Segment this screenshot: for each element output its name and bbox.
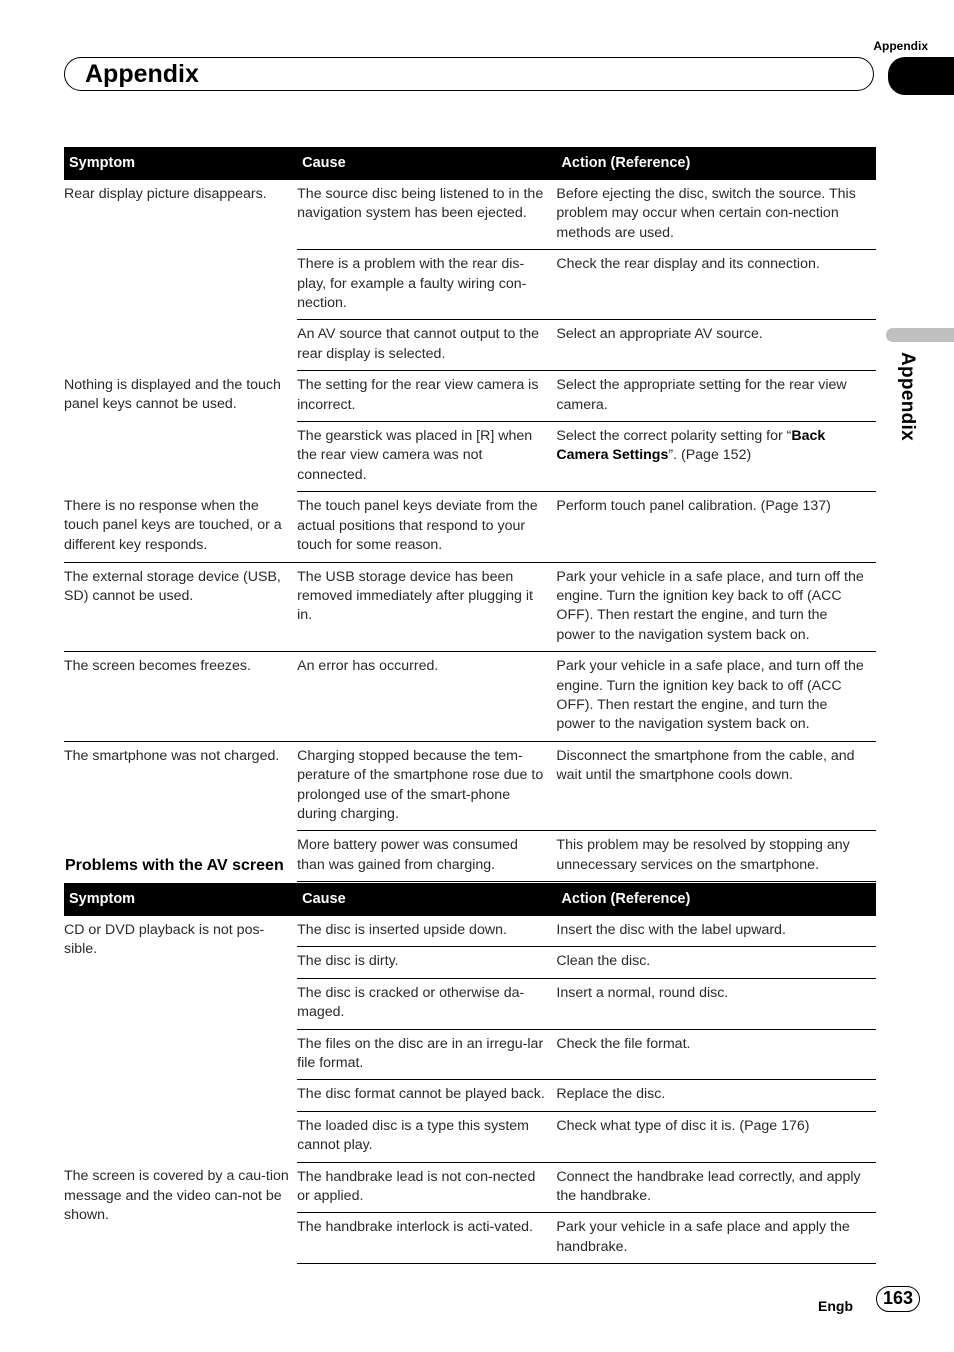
table-row — [64, 371, 876, 422]
table-row — [64, 1162, 876, 1213]
action-cell: Check what type of disc it is. (Page 176) — [556, 1111, 876, 1162]
side-tab-label: Appendix — [897, 352, 918, 441]
column-header-symptom: Symptom — [64, 147, 297, 180]
action-cell: Check the file format. — [556, 1029, 876, 1080]
table-row — [64, 741, 876, 831]
cause-cell: The gearstick was placed in [R] when the rear view camera was not connected. — [297, 422, 556, 492]
troubleshooting-table — [64, 147, 876, 882]
table-row — [64, 916, 876, 947]
cause-cell: An AV source that cannot output to the rear display is selected. — [297, 320, 556, 371]
action-cell: Insert the disc with the label upward. — [556, 916, 876, 947]
column-header-action: Action (Reference) — [556, 883, 876, 916]
action-text: Select the correct polarity setting for “ — [556, 428, 792, 445]
cause-cell: The disc is dirty. — [297, 947, 556, 978]
cause-cell: The disc is inserted upside down. — [297, 916, 556, 947]
cause-cell: The handbrake lead is not con-nected or applied. — [297, 1162, 556, 1213]
action-cell: Insert a normal, round disc. — [556, 978, 876, 1029]
symptom-cell: The screen is covered by a cau-tion message and the video can-not be shown. — [64, 1168, 289, 1223]
action-cell: Perform touch panel calibration. (Page 137) — [556, 492, 876, 562]
action-cell: Replace the disc. — [556, 1080, 876, 1111]
cause-cell: The loaded disc is a type this system cannot play. — [297, 1111, 556, 1162]
cause-cell: There is a problem with the rear dis-play, for example a faulty wiring con-nection. — [297, 250, 556, 320]
menu-reference: Back Camera Settings — [556, 428, 826, 464]
footer-language: Engb — [818, 1298, 853, 1314]
action-cell: Park your vehicle in a safe place, and turn off the engine. Turn the ignition key back to off (ACC OFF). Then restart the engine, and turn the power to the navigation system back on. — [556, 562, 876, 652]
action-cell: Select an appropriate AV source. — [556, 320, 876, 371]
action-cell: Clean the disc. — [556, 947, 876, 978]
cause-cell: The disc format cannot be played back. — [297, 1080, 556, 1111]
action-cell: Connect the handbrake lead correctly, and apply the handbrake. — [556, 1162, 876, 1213]
symptom-cell: The smartphone was not charged. — [64, 747, 280, 764]
side-tab-marker — [886, 328, 954, 342]
action-cell: Park your vehicle in a safe place and apply the handbrake. — [556, 1213, 876, 1264]
cause-cell: More battery power was consumed than was gained from charging. — [297, 831, 556, 882]
symptom-cell: The screen becomes freezes. — [64, 652, 297, 742]
cause-cell: The disc is cracked or otherwise da-maged. — [297, 978, 556, 1029]
cause-cell: The setting for the rear view camera is incorrect. — [297, 371, 556, 422]
table-row — [64, 562, 876, 652]
column-header-cause: Cause — [297, 883, 556, 916]
action-cell: Disconnect the smartphone from the cable, and wait until the smartphone cools down. — [556, 741, 876, 831]
running-head: Appendix — [873, 39, 928, 53]
column-header-cause: Cause — [297, 147, 556, 180]
symptom-cell: The external storage device (USB, SD) cannot be used. — [64, 562, 297, 652]
action-cell: Park your vehicle in a safe place, and turn off the engine. Turn the ignition key back to off (ACC OFF). Then restart the engine, and turn the power to the navigation system back on. — [556, 652, 876, 742]
cause-cell: The touch panel keys deviate from the actual positions that respond to your touch for some reason. — [297, 492, 556, 562]
symptom-cell: There is no response when the touch panel keys are touched, or a different key responds. — [64, 492, 297, 562]
symptom-cell: Nothing is displayed and the touch panel keys cannot be used. — [64, 376, 281, 413]
table-row — [64, 180, 876, 250]
table-row — [64, 492, 876, 562]
section-heading: Problems with the AV screen — [65, 857, 284, 874]
cause-cell: The source disc being listened to in the navigation system has been ejected. — [297, 180, 556, 250]
action-cell: This problem may be resolved by stopping any unnecessary services on the smartphone. — [556, 831, 876, 882]
cause-cell: Charging stopped because the tem-perature of the smartphone rose due to prolonged use of the smart-phone during charging. — [297, 741, 556, 831]
table-header-row — [64, 147, 876, 180]
action-cell — [556, 422, 876, 492]
title-bar — [64, 57, 874, 91]
action-cell: Check the rear display and its connection. — [556, 250, 876, 320]
section-tab-marker — [888, 57, 954, 95]
cause-cell: The USB storage device has been removed immediately after plugging it in. — [297, 562, 556, 652]
action-text: ”. (Page 152) — [668, 447, 752, 464]
action-cell: Before ejecting the disc, switch the source. This problem may occur when certain con-nection methods are used. — [556, 180, 876, 250]
page-number: 163 — [876, 1286, 920, 1312]
symptom-cell: CD or DVD playback is not pos-sible. — [64, 922, 265, 958]
action-cell: Select the appropriate setting for the rear view camera. — [556, 371, 876, 422]
column-header-symptom: Symptom — [64, 883, 297, 916]
table-header-row — [64, 883, 876, 916]
cause-cell: An error has occurred. — [297, 652, 556, 742]
page-title: Appendix — [85, 60, 199, 88]
table-row — [64, 652, 876, 742]
symptom-cell: Rear display picture disappears. — [64, 186, 267, 202]
av-screen-table — [64, 883, 876, 1264]
column-header-action: Action (Reference) — [556, 147, 876, 180]
cause-cell: The handbrake interlock is acti-vated. — [297, 1213, 556, 1264]
cause-cell: The files on the disc are in an irregu-lar file format. — [297, 1029, 556, 1080]
